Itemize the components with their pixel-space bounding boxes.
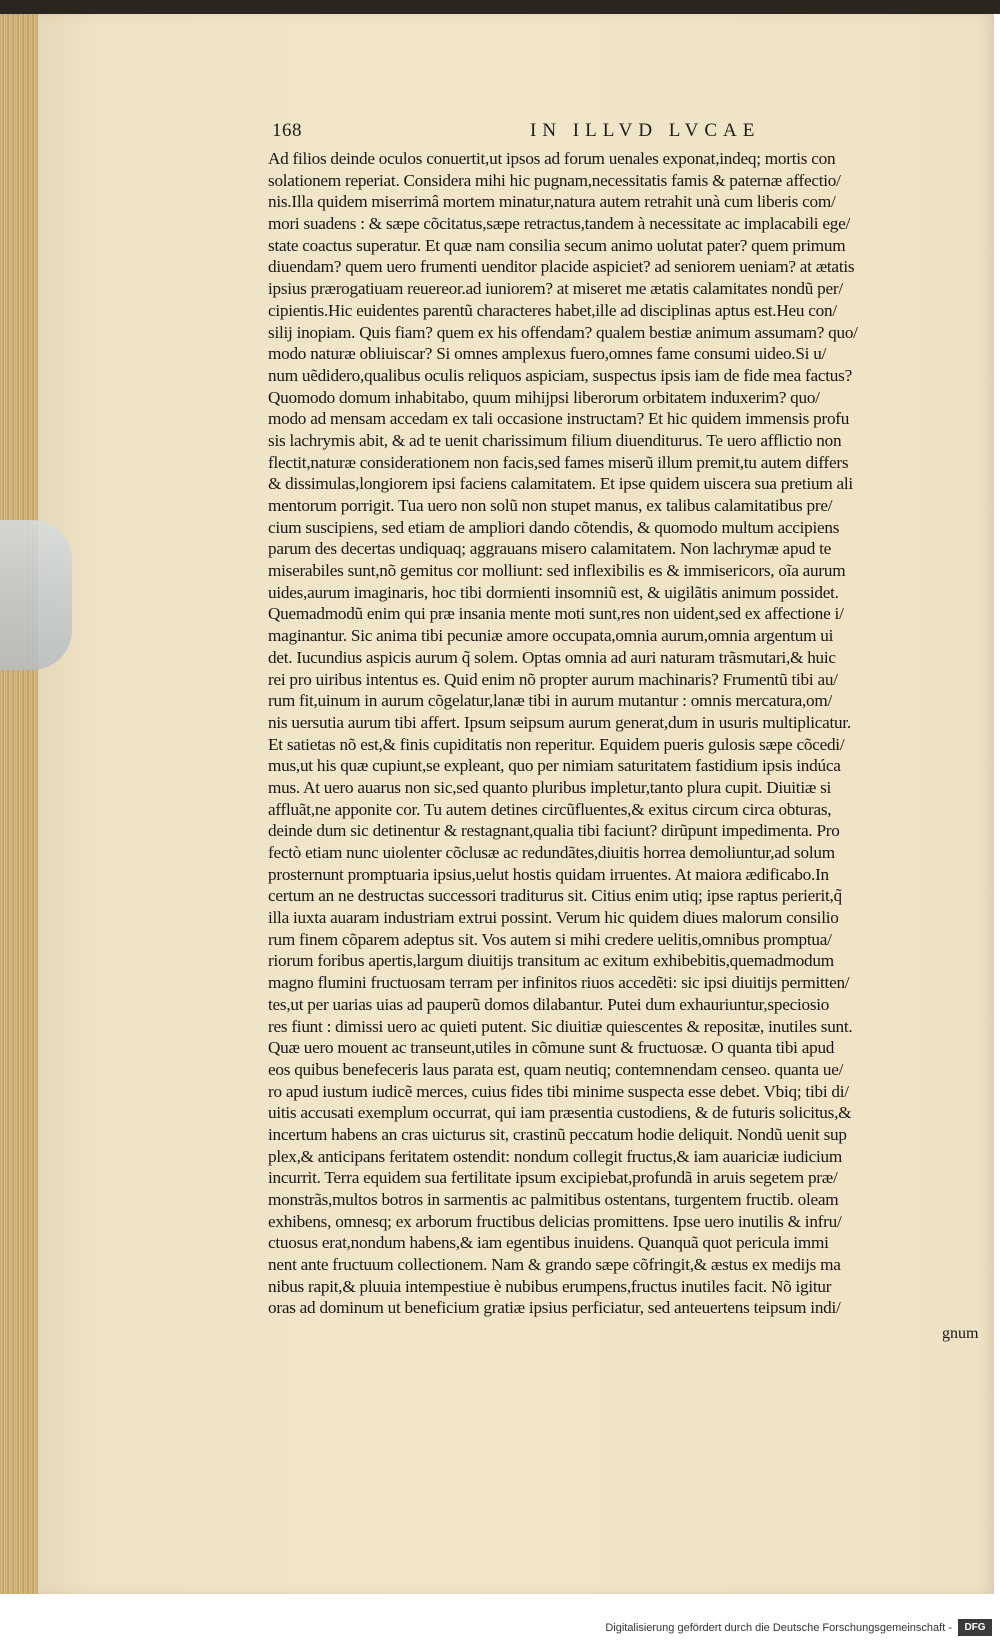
text-line: affluãt,ne apponite cor. Tu autem detines circũfluentes,& exitus circum circa obturas, — [268, 799, 832, 819]
text-line: riorum foribus apertis,largum diuitijs transitum ac exitum exhibebitis,quemadmodum — [268, 951, 834, 971]
body-text — [268, 148, 978, 1319]
text-line: Quemadmodũ enim qui præ insania mente moti sunt,res non uident,sed ex affectione i/ — [268, 604, 844, 624]
text-line: modo naturæ obliuiscar? Si omnes amplexus fuero,omnes fame consumi uideo.Si u/ — [268, 344, 827, 364]
text-line: res fiunt : dimissi uero ac quieti putent. Sic diuitiæ quiescentes & repositæ, inutiles sunt. — [268, 1016, 853, 1036]
text-line: mus. At uero auarus non sic,sed quanto pluribus impletur,tanto plura cupit. Diuitiæ si — [268, 777, 832, 797]
text-line: incertum habens an cras uicturus sit, crastinũ peccatum hodie deliquit. Nondũ uenit sup — [268, 1124, 847, 1144]
text-line: ro apud iustum iudicẽ merces, cuius fides tibi minime suspecta esse debet. Vbiq; tibi di/ — [268, 1081, 849, 1101]
text-line: & dissimulas,longiorem ipsi faciens calamitatem. Et ipse quidem uiscera sua pretium ali — [268, 474, 853, 494]
text-line: mentorum porrigit. Tua uero non solũ non stupet manus, ex talibus calamitatibus pre/ — [268, 496, 833, 515]
text-line: ipsius prærogatiuam reuereor.ad iuniorem? at miseret me ætatis calamitates nondũ per/ — [268, 279, 843, 299]
page-header — [272, 120, 952, 144]
text-line: nis.Illa quidem miserrimâ mortem minatur,natura autem retrahit unà cum liberis com/ — [268, 192, 836, 212]
text-line: plex,& anticipans feritatem ostendit: nondum collegit fructus,& iam auariciæ iudicium — [268, 1146, 842, 1166]
text-line: det. Iucundius aspicis aurum q̃ solem. Optas omnia ad auri naturam trãsmutari,& huic — [268, 647, 836, 667]
text-line: ctuosus erat,nondum habens,& iam egentibus inuidens. Quanquã quot pericula immi — [268, 1233, 829, 1253]
text-line: deinde dum sic detinentur & restagnant,qualia tibi faciunt? dirũpunt impedimenta. Pro — [268, 821, 840, 841]
text-line: uides,aurum imaginaris, hoc tibi dormienti insomniũ est, & uigilãtis animum possidet. — [268, 582, 839, 602]
dfg-logo: DFG — [958, 1619, 992, 1636]
page-edges — [0, 14, 38, 1594]
text-line: mori suadens : & sæpe cõcitatus,sæpe retractus,tandem à necessitate ac implacabili ege/ — [268, 214, 850, 234]
text-line: exhibens, omnesq; ex arborum fructibus delicias promittens. Ipse uero inutilis & infru/ — [268, 1211, 842, 1231]
scanner-backdrop — [0, 0, 1000, 14]
text-line: sis lachrymis abit, & ad te uenit charissimum filium diuenditurus. Te uero afflictio non — [268, 430, 842, 450]
text-line: maginantur. Sic anima tibi pecuniæ amore occupata,omnia aurum,omnia argentum ui — [268, 626, 834, 646]
text-line: nis uersutia aurum tibi affert. Ipsum seipsum aurum generat,dum in usuris multiplicatur. — [268, 712, 851, 732]
text-line: rum fit,uinum in aurum cõgelatur,lanæ tibi in aurum mutantur : omnis mercatura,om/ — [268, 691, 833, 711]
text-line: eos quibus benefeceris laus parata est, quam neutiq; contemnendam censeo. quanta ue/ — [268, 1059, 844, 1079]
text-line: diuendam? quem uero frumenti uenditor placide aspiciet? ad seniorem ueniam? at ætatis — [268, 257, 855, 277]
text-line: Quomodo domum inhabitabo, quum mihijpsi liberorum orbitatem induxerim? quo/ — [268, 387, 820, 407]
text-line: rum finem cõparem adeptus sit. Vos autem si mihi credere uelitis,omnibus promptua/ — [268, 929, 832, 949]
text-line: Et satietas nõ est,& finis cupiditatis non reperitur. Equidem pueris gulosis sæpe cõcedi/ — [268, 734, 845, 754]
text-line: num uẽdidero,qualibus oculis reliquos aspiciam, suspectus ipsis iam de fide mea factus? — [268, 365, 852, 385]
text-line: nibus rapit,& pluuia intempestiue è nubibus erumpens,fructus inutiles facit. Nõ igitur — [268, 1276, 832, 1296]
text-line: tes,ut per uarias uias ad pauperũ domos dilabantur. Putei dum exhauriuntur,speciosio — [268, 994, 830, 1014]
text-line: flectit,naturæ considerationem non facis,sed fames miserũ illum premit,tu autem differs — [268, 452, 849, 472]
text-line: state coactus superatur. Et quæ nam consilia secum animo uolutat pater? quem primum — [268, 235, 846, 255]
text-line: modo ad mensam accedam ex tali occasione instructam? Et hic quidem immensis profu — [268, 409, 850, 429]
text-line: magno flumini fructuosam terram per infinitos riuos accedẽti: sic ipsi diuitijs permitten/ — [268, 973, 850, 993]
text-line: solationem reperiat. Considera mihi hic pugnam,necessitatis famis & paternæ affectio/ — [268, 170, 841, 190]
text-line: cipientis.Hic euidentes parentũ characteres habet,ille ad disciplinas aptus est.Heu con/ — [268, 300, 837, 320]
text-line: silij inopiam. Quis fiam? quem ex his offendam? qualem bestiæ animum assumam? quo/ — [268, 322, 858, 342]
text-line: uitis accusati exemplum occurrat, qui iam præsentia custodiens, & de futuris solicitus,& — [268, 1103, 852, 1123]
catchword: gnum — [942, 1325, 979, 1342]
text-line: illa iuxta auaram industriam extrui possint. Verum hic quidem diues malorum consilio — [268, 908, 839, 928]
text-line: rei pro uiribus intentus es. Quid enim nõ propter aurum machinaris? Frumentũ tibi au/ — [268, 669, 838, 689]
text-line: Ad filios deinde oculos conuertit,ut ipsos ad forum uenales exponat,indeq; mortis con — [268, 149, 836, 168]
text-line: fectò etiam nunc uiolenter cõclusæ ac redundãtes,diuitis horrea demoliuntur,ad solum — [268, 843, 835, 862]
funding-credit: Digitalisierung gefördert durch die Deutsche Forschungsgemeinschaft - — [605, 1622, 952, 1634]
text-line: cium suscipiens, sed etiam de ampliori dando cõtendis, & quomodo multum accipiens — [268, 517, 840, 537]
text-line: Quæ uero mouent ac transeunt,utiles in cõmune sunt & fructuosæ. O quanta tibi apud — [268, 1038, 835, 1058]
page-number: 168 — [272, 120, 302, 141]
text-line: prosternunt promptuaria ipsius,uelut hostis quidam irruentes. At maiora ædificabo.In — [268, 864, 829, 884]
text-line: certum an ne destructas successori traditurus sit. Citius enim utiq; ipse raptus perierit,q̃ — [268, 886, 842, 906]
text-line: miserabiles sunt,nõ gemitus cor molliunt: sed inflexibilis es & immisericors, oĩa aurum — [268, 561, 846, 581]
text-line: parum des decertas undiquaq; aggrauans misero calamitatem. Non lachrymæ apud te — [268, 539, 831, 559]
text-line: monstrãs,multos botros in sarmentis ac palmitibus ostentans, turgentem fructib. oleam — [268, 1190, 839, 1209]
text-line: nent ante fructuum collectionem. Nam & grando sæpe cõfringit,& æstus ex medijs ma — [268, 1255, 841, 1275]
text-line: mus,ut his quæ cupiunt,se expleant, quo per nimiam saturitatem fastidium ipsis indúca — [268, 756, 841, 776]
text-line: oras ad dominum ut beneficium gratiæ ipsius perficiatur, sed anteuertens teipsum indi/ — [268, 1298, 841, 1318]
running-title: IN ILLVD LVCAE — [530, 120, 761, 141]
text-line: incurrit. Terra equidem sua fertilitate ipsum excipiebat,profundã in aruis segetem præ/ — [268, 1168, 838, 1188]
footer-bar — [0, 1594, 1000, 1643]
binding-clip — [0, 520, 72, 670]
